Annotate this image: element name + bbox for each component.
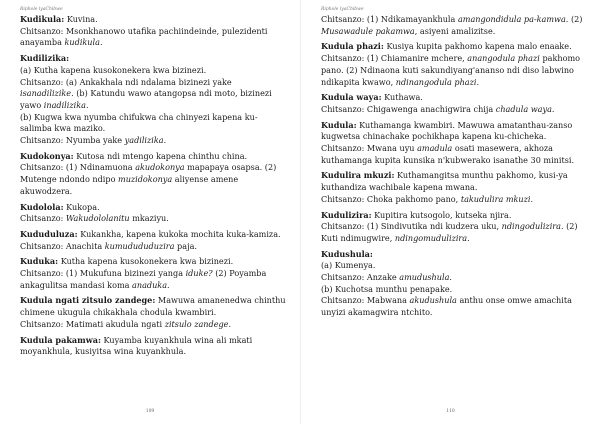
- dictionary-entry: [20, 202, 286, 225]
- entry-line: [321, 170, 588, 193]
- entry-text: .: [476, 76, 480, 87]
- entry-text: mapapaya osapsa. (2) Mutenge ndondo ndipo: [20, 162, 277, 185]
- entry-line: [20, 229, 286, 241]
- entry-text: osati masewera, akhoza kuthamanga kupita kunsika n'kubwerako isanathe 30 minitsi.: [321, 143, 575, 165]
- entry-line: [20, 53, 286, 65]
- entry-text: .: [228, 318, 232, 329]
- entry-text: Kuthamangitsa munthu pakhomo, kusi-ya kuthandiza wachibale kapena mwana.: [321, 170, 568, 193]
- entry-list: [20, 14, 286, 358]
- entry-text: .: [99, 37, 103, 48]
- example-term: iduke?: [185, 268, 213, 279]
- entry-text: (2) Poyamba ankagulitsa mandasi koma: [20, 268, 267, 290]
- entry-line: [20, 151, 286, 163]
- entry-line: [20, 268, 286, 291]
- dictionary-entry: [321, 41, 588, 88]
- entry-line: [321, 284, 588, 296]
- entry-text: Chitsanzo: (1) Ndinamuona: [20, 162, 136, 173]
- entry-text: Chitsanzo: (1) Chiamanire mchere,: [321, 53, 468, 64]
- running-head: Riphole lyaChibwe: [321, 7, 364, 12]
- entry-line: [20, 256, 286, 268]
- example-term: kudikula: [64, 37, 100, 48]
- entry-line: [20, 202, 286, 214]
- example-term: isanadilizike: [20, 88, 72, 99]
- entry-text: .: [467, 232, 470, 243]
- entry-text: .: [167, 279, 170, 290]
- entry-text: . (b) Katundu wawo atangopsa ndi moto, bizinezi yawo: [20, 88, 272, 110]
- example-term: akudokonya: [135, 162, 185, 173]
- headword: Kudula ngati zitsulo zandege:: [20, 295, 156, 306]
- entry-line: [20, 241, 286, 253]
- example-term: akudushula: [409, 295, 457, 306]
- headword: Kudula pakamwa:: [20, 334, 101, 345]
- example-term: ndinangodula phazi: [395, 76, 477, 87]
- example-term: anaduka: [132, 279, 168, 290]
- entry-line: [20, 77, 286, 112]
- entry-text: aliyense amene akuwodzera.: [20, 174, 239, 196]
- entry-text: Kupitira kutsogolo, kutseka njira.: [371, 209, 512, 220]
- headword: Kudikula:: [20, 14, 65, 24]
- headword: Kudolola:: [20, 201, 64, 212]
- entry-text: Kuyamba kuyankhula wina ali mkati moyankhula, kusiyitsa wina kuyankhula.: [20, 334, 253, 357]
- example-term: chadula waya: [495, 103, 552, 114]
- entry-text: .: [85, 99, 89, 110]
- entry-line: [20, 319, 286, 331]
- entry-text: Chitsanzo: Mabwana: [321, 295, 410, 306]
- headword: Kudula:: [321, 119, 357, 130]
- entry-line: [321, 41, 588, 53]
- entry-line: [321, 260, 588, 272]
- right-page: [300, 0, 600, 424]
- entry-text: .: [530, 193, 534, 204]
- entry-line: [20, 26, 286, 49]
- dictionary-entry: [20, 295, 286, 330]
- entry-line: [20, 335, 286, 358]
- headword: Kudilizika:: [20, 53, 70, 64]
- entry-line: [321, 53, 588, 88]
- example-term: anangodula phazi: [467, 53, 540, 64]
- dictionary-entry: [321, 120, 588, 167]
- entry-text: paja.: [174, 240, 197, 251]
- entry-text: Chitsanzo: (1) Ndikamayankhula: [321, 14, 458, 24]
- example-term: amadula: [417, 143, 453, 154]
- example-term: zitsulo zandege: [164, 318, 229, 329]
- entry-text: Kuvina.: [64, 14, 98, 24]
- entry-line: [321, 143, 588, 166]
- entry-text: Chitsanzo:: [20, 213, 66, 224]
- entry-line: [321, 104, 588, 116]
- dictionary-entry: [321, 92, 588, 115]
- entry-text: mkaziyu.: [129, 213, 169, 224]
- entry-text: Kukankha, kapena kukoka mochita kuka-kamiza.: [77, 228, 281, 239]
- entry-list: [321, 14, 588, 319]
- entry-text: Kukopa.: [63, 201, 100, 212]
- entry-text: .: [551, 103, 555, 114]
- entry-line: [321, 210, 588, 222]
- entry-text: Kutosa ndi mtengo kapena chinthu china.: [73, 150, 248, 161]
- entry-text: Chitsanzo: Mwana uyu: [321, 143, 418, 154]
- dictionary-entry: [20, 151, 286, 198]
- dictionary-entry: [20, 335, 286, 358]
- entry-text: Kusiya kupita pakhomo kapena malo enaake.: [383, 41, 572, 52]
- headword: Kudulizira:: [321, 209, 372, 220]
- example-term: ndingomudulizira: [394, 232, 468, 243]
- entry-text: Chitsanzo: Nyumba yake: [20, 135, 125, 146]
- entry-line: [20, 14, 286, 26]
- entry-text: Kutha kapena kusokonekera kwa bizinezi.: [58, 256, 234, 267]
- entry-line: [321, 295, 588, 318]
- entry-line: [20, 162, 286, 197]
- entry-text: . (2): [565, 14, 583, 24]
- entry-text: Chitsanzo: Anzake: [321, 272, 400, 283]
- dictionary-entry: [20, 256, 286, 291]
- entry-text: Chitsanzo: Chigawenga anachigwira chija: [321, 103, 496, 114]
- entry-text: Kuthawa.: [381, 92, 423, 103]
- headword: Kudushula:: [321, 248, 373, 259]
- example-term: takudulira mkuzi: [460, 193, 531, 204]
- entry-text: (a) Kumenya.: [321, 260, 376, 271]
- entry-line: [321, 92, 588, 104]
- entry-text: Chitsanzo: (1) Mukufuna bizinezi yanga: [20, 268, 186, 279]
- entry-line: [321, 221, 588, 244]
- entry-text: pakhomo pano. (2) Ndinaona kuti sakundiyang'ananso ndi diso labwino ndikapita kwawo,: [321, 53, 580, 87]
- entry-text: Chitsanzo: Msonkhanowo utafika pachiindeinde, pulezidenti anayamba: [20, 25, 268, 48]
- headword: Kudula waya:: [321, 92, 382, 103]
- entry-line: [20, 112, 286, 135]
- dictionary-entry: [321, 170, 588, 205]
- headword: Kudulira mkuzi:: [321, 170, 395, 181]
- page-number: 109: [145, 409, 155, 414]
- entry-line: [20, 135, 286, 147]
- headword: Kudula phazi:: [321, 41, 384, 52]
- example-term: Wakudololanitu: [65, 213, 130, 224]
- entry-text: Chitsanzo: Anachita: [20, 240, 105, 251]
- example-term: ndingodulizira: [501, 221, 561, 232]
- entry-text: (b) Kugwa kwa nyumba chifukwa cha chinyezi kapena ku-salimba kwa maziko.: [20, 111, 258, 134]
- example-term: Musawadule pakamwa: [321, 25, 415, 36]
- entry-line: [20, 213, 286, 225]
- entry-text: Mawuwa amanenedwa chinthu chimene ukugula chikakhala chodula kwambiri.: [20, 295, 286, 318]
- example-term: amangondidula pa-kamwa: [457, 14, 566, 24]
- entry-line: [321, 120, 588, 143]
- entry-text: (a) Kutha kapena kusokonekera kwa bizinezi.: [20, 64, 207, 75]
- running-head: Riphole lyaChibwe: [20, 7, 63, 12]
- headword: Kuduka:: [20, 256, 59, 267]
- entry-text: Chitsanzo: (a) Ankakhala ndi ndalama bizinezi yake: [20, 76, 232, 87]
- dictionary-entry: [321, 210, 588, 245]
- example-term: kumudududuzira: [104, 240, 175, 251]
- dictionary-entry: [20, 53, 286, 147]
- entry-text: . (2) Kuti ndimugwire,: [321, 221, 578, 243]
- page-number: 110: [446, 409, 455, 414]
- entry-line: [20, 65, 286, 77]
- headword: Kududuluza:: [20, 228, 78, 239]
- entry-line: [20, 295, 286, 318]
- dictionary-entry: [20, 229, 286, 252]
- dictionary-entry: [321, 14, 588, 37]
- example-term: amudushula: [399, 272, 450, 283]
- example-term: muzidokonya: [118, 174, 173, 185]
- entry-text: Chitsanzo: Choka pakhomo pano,: [321, 193, 461, 204]
- entry-text: Chitsanzo: Matimati akudula ngati: [20, 318, 165, 329]
- entry-line: [321, 249, 588, 261]
- example-term: yadilizika: [124, 135, 164, 146]
- dictionary-entry: [321, 249, 588, 319]
- entry-text: , asiyeni amalizitse.: [414, 25, 496, 36]
- entry-line: [321, 14, 588, 37]
- headword: Kudokonya:: [20, 150, 74, 161]
- entry-text: anthu onse omwe amachita unyizi akamagwira ntchito.: [321, 295, 572, 318]
- entry-text: .: [449, 272, 452, 283]
- entry-text: (b) Kuchotsa munthu penapake.: [321, 283, 453, 294]
- entry-text: Kuthamanga kwambiri. Mawuwa amatanthau-zanso kugwetsa chinachake pochikhapa kapena ku-chicheka.: [321, 119, 573, 142]
- example-term: inadilizika: [43, 99, 86, 110]
- entry-line: [321, 272, 588, 284]
- entry-text: Chitsanzo: (1) Sindivutika ndi kudzera uku,: [321, 221, 502, 232]
- entry-text: .: [163, 135, 167, 146]
- entry-line: [321, 194, 588, 206]
- dictionary-entry: [20, 14, 286, 49]
